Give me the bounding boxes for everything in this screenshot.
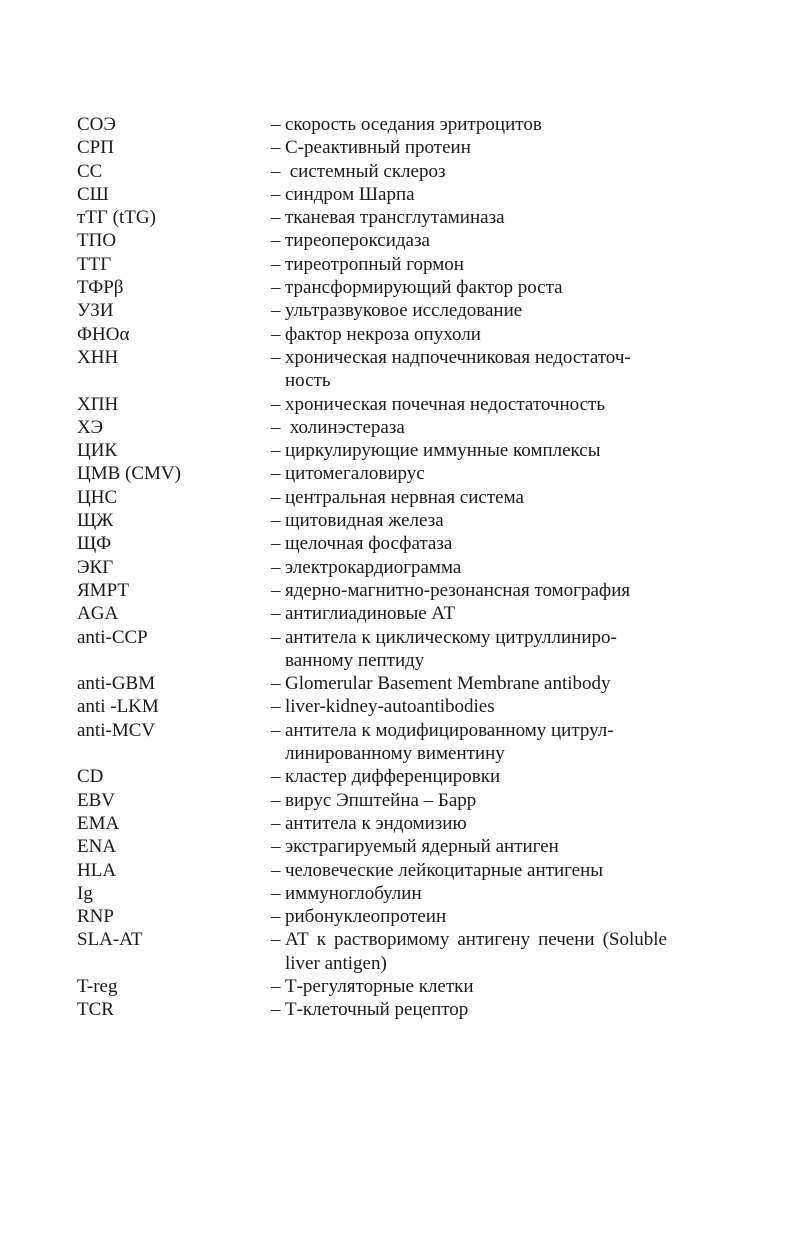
abbreviation-entry (77, 556, 667, 579)
abbreviation-definition: – экстрагируемый ядерный антиген (271, 836, 559, 858)
abbreviation-term: СРП (77, 137, 114, 159)
abbreviation-term: ЦНС (77, 486, 118, 508)
abbreviation-definition: – иммуноглобулин (271, 882, 422, 904)
abbreviation-term: anti -LKM (77, 696, 159, 718)
abbreviation-term: ЦМВ (CMV) (77, 463, 181, 485)
abbreviation-term: CD (77, 766, 104, 788)
abbreviation-definition: – тиреопероксидаза (271, 230, 430, 252)
abbreviation-term: УЗИ (77, 300, 114, 322)
abbreviation-definition: – тиреотропный гормон (271, 253, 464, 275)
abbreviation-definition: – Glomerular Basement Membrane antibody (271, 673, 611, 695)
abbreviation-term: ФНОα (77, 323, 130, 345)
abbreviation-term: HLA (77, 859, 117, 881)
abbreviation-definition: – фактор некроза опухоли (271, 323, 481, 345)
abbreviation-definition: – Т-регуляторные клетки (271, 975, 474, 997)
abbreviation-entry (77, 905, 667, 928)
abbreviation-entry (77, 579, 667, 602)
abbreviation-entry (77, 789, 667, 812)
abbreviation-entry (77, 928, 667, 975)
abbreviation-entry (77, 765, 667, 788)
abbreviation-definition: – щитовидная железа (271, 510, 444, 532)
abbreviation-entry (77, 812, 667, 835)
abbreviation-entry (77, 299, 667, 322)
abbreviation-definition: – ядерно-магнитно-резонансная томография (271, 579, 631, 601)
abbreviation-entry (77, 719, 667, 766)
abbreviation-term: anti-MCV (77, 719, 156, 741)
abbreviation-entry (77, 206, 667, 229)
abbreviation-term: СС (77, 160, 103, 182)
abbreviation-definition: – антиглиадиновые АТ (271, 603, 456, 625)
abbreviation-term: EBV (77, 789, 115, 811)
abbreviation-term: ЦИК (77, 440, 118, 462)
abbreviation-definition: – АТ к растворимому антигену печени (Soluble liver antigen) (271, 929, 667, 974)
abbreviation-entry (77, 183, 667, 206)
abbreviation-definition: – вирус Эпштейна – Барр (271, 789, 477, 811)
abbreviation-entry (77, 323, 667, 346)
abbreviation-term: ЭКГ (77, 556, 114, 578)
abbreviation-definition: – хроническая надпочечниковая недостаточ-ность (271, 346, 631, 392)
abbreviation-entry (77, 253, 667, 276)
abbreviation-entry (77, 486, 667, 509)
abbreviation-definition: – ультразвуковое исследование (271, 300, 523, 322)
abbreviation-term: ТТГ (77, 253, 112, 275)
abbreviation-entry (77, 602, 667, 625)
abbreviation-definition: – синдром Шарпа (271, 183, 415, 205)
abbreviation-term: anti-CCP (77, 626, 148, 648)
abbreviation-definition: – трансформирующий фактор роста (271, 277, 563, 299)
abbreviation-entry (77, 672, 667, 695)
abbreviation-term: T-reg (77, 975, 118, 997)
abbreviation-entry (77, 626, 667, 673)
abbreviation-entry (77, 276, 667, 299)
abbreviation-entry (77, 439, 667, 462)
abbreviation-entry (77, 859, 667, 882)
abbreviation-definition: – С-реактивный протеин (271, 137, 471, 159)
abbreviation-term: ЯМРТ (77, 579, 129, 601)
abbreviation-definition: – хроническая почечная недостаточность (271, 393, 605, 415)
abbreviation-term: RNP (77, 906, 114, 928)
abbreviation-term: AGA (77, 603, 119, 625)
abbreviation-term: anti-GBM (77, 673, 156, 695)
abbreviation-term: ЩЖ (77, 510, 114, 532)
abbreviation-entry (77, 532, 667, 555)
abbreviation-definition: – щелочная фосфатаза (271, 533, 453, 555)
abbreviation-definition: – антитела к модифицированному цитрул-линированному виментину (271, 719, 614, 765)
abbreviation-definition: – тканевая трансглутаминаза (271, 207, 505, 229)
abbreviation-entry (77, 882, 667, 905)
abbreviation-definition: – человеческие лейкоцитарные антигены (271, 859, 604, 881)
abbreviation-term: ХЭ (77, 416, 104, 438)
abbreviation-term: ХНН (77, 346, 119, 368)
abbreviation-definition: – цитомегаловирус (271, 463, 425, 485)
abbreviation-definition: – системный склероз (271, 160, 446, 182)
abbreviation-entry (77, 160, 667, 183)
abbreviation-definition: – центральная нервная система (271, 486, 524, 508)
abbreviation-term: ЩФ (77, 533, 112, 555)
abbreviation-entry (77, 509, 667, 532)
abbreviation-term: Ig (77, 882, 93, 904)
abbreviation-definition: – скорость оседания эритроцитов (271, 114, 542, 135)
abbreviation-term: тТГ (tTG) (77, 207, 156, 229)
abbreviation-entry (77, 346, 667, 393)
abbreviation-entry (77, 113, 667, 136)
abbreviation-entry (77, 835, 667, 858)
abbreviation-term: СОЭ (77, 114, 116, 135)
abbreviation-definition: – холинэстераза (271, 416, 405, 438)
abbreviation-term: ТПО (77, 230, 117, 252)
abbreviation-term: SLA-AT (77, 929, 143, 951)
abbreviation-definition: – liver-kidney-autoantibodies (271, 696, 495, 718)
abbreviation-term: ТФРβ (77, 277, 124, 299)
abbreviation-definition: – электрокардиограмма (271, 556, 462, 578)
abbreviation-entry (77, 229, 667, 252)
abbreviation-entry (77, 462, 667, 485)
abbreviation-definition: – рибонуклеопротеин (271, 906, 447, 928)
abbreviation-entry (77, 998, 667, 1021)
abbreviation-entry (77, 416, 667, 439)
abbreviation-term: СШ (77, 183, 109, 205)
abbreviation-term: EMA (77, 812, 120, 834)
abbreviation-definition: – антитела к эндомизию (271, 812, 467, 834)
abbreviation-entry (77, 393, 667, 416)
abbreviation-definition: – циркулирующие иммунные комплексы (271, 440, 601, 462)
abbreviation-term: ENA (77, 836, 117, 858)
abbreviation-entry (77, 975, 667, 998)
abbreviation-entry (77, 136, 667, 159)
abbreviation-entry (77, 695, 667, 718)
abbreviation-list (77, 113, 667, 1022)
abbreviation-definition: – антитела к циклическому цитруллиниро-ванному пептиду (271, 626, 617, 671)
abbreviation-term: ХПН (77, 393, 119, 415)
abbreviation-definition: – кластер дифференцировки (271, 766, 501, 788)
abbreviation-term: TCR (77, 999, 114, 1021)
abbreviation-definition: – Т-клеточный рецептор (271, 999, 469, 1021)
